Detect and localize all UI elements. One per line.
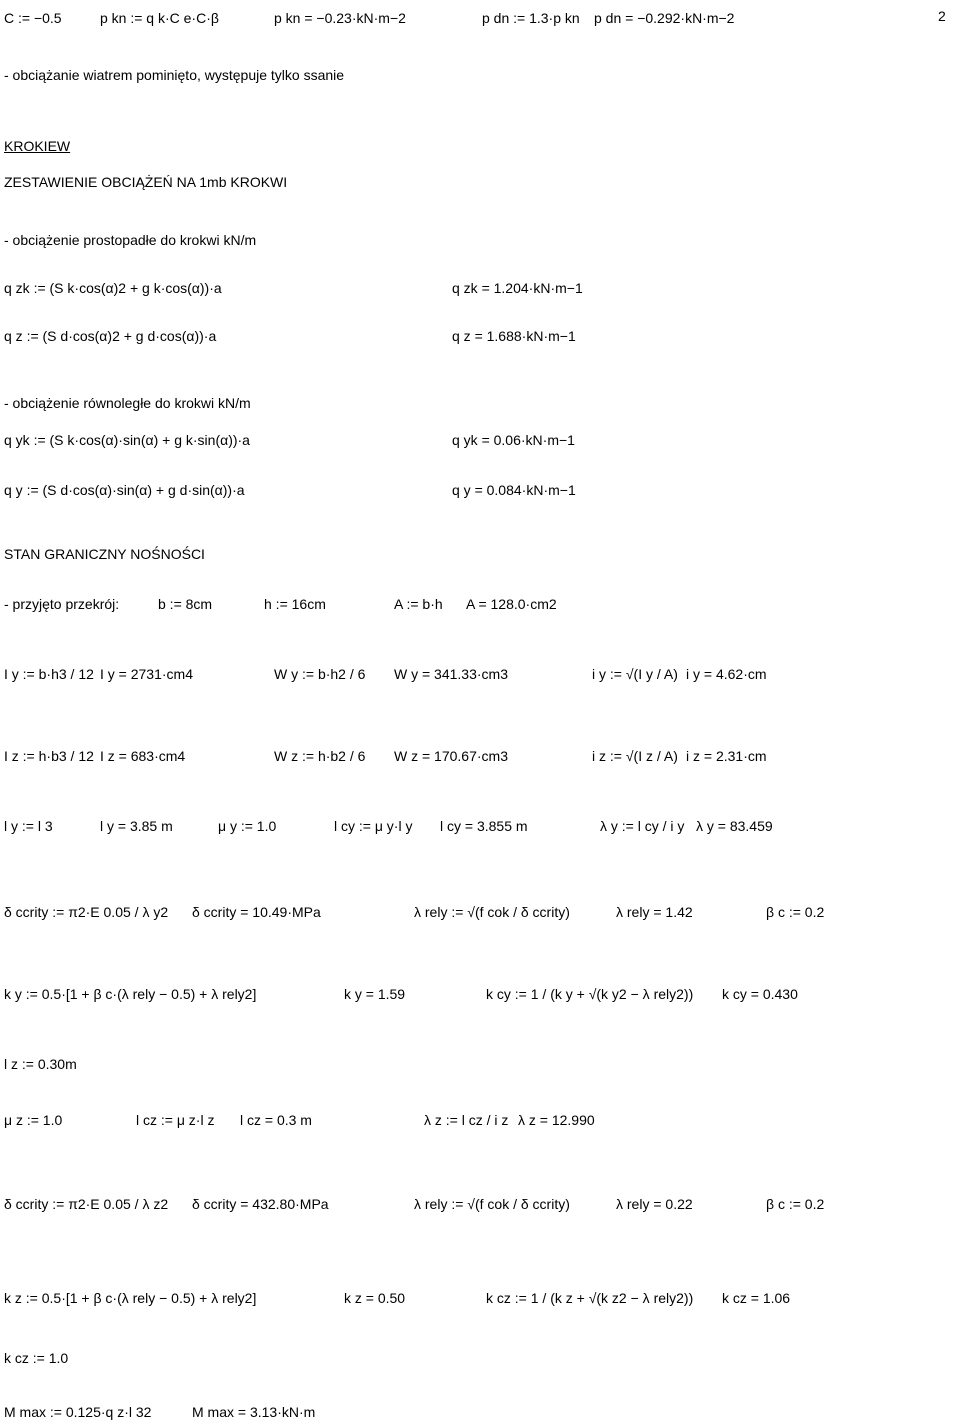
qy-definition: q y := (S d·cos(α)·sin(α) + g d·sin(α))·a [4, 482, 245, 498]
lambda-z-definition: λ z := l cz / i z [424, 1112, 509, 1128]
lcz-value: l cz = 0.3 m [240, 1112, 312, 1128]
beta-c-z: β c := 0.2 [766, 1196, 825, 1212]
dcrit-z-value: δ ccrity = 432.80·MPa [192, 1196, 329, 1212]
wy-value: W y = 341.33·cm3 [394, 666, 508, 682]
page-number: 2 [938, 8, 946, 24]
b-definition: b := 8cm [158, 596, 213, 612]
perpendicular-load-note: - obciążenie prostopadłe do krokwi kN/m [4, 232, 257, 248]
dcrit-y-value: δ ccrity = 10.49·MPa [192, 904, 321, 920]
wind-note: - obciążanie wiatrem pominięto, występuje tylko ssanie [4, 67, 345, 83]
kz-value: k z = 0.50 [344, 1290, 406, 1306]
rz-value: i z = 2.31·cm [686, 748, 767, 764]
ry-value: i y = 4.62·cm [686, 666, 767, 682]
lambda-z-value: λ z = 12.990 [518, 1112, 595, 1128]
kcy-definition: k cy := 1 / (k y + √(k y2 − λ rely2)) [486, 986, 694, 1002]
iy-definition: I y := b·h3 / 12 [4, 666, 94, 682]
kcy-value: k cy = 0.430 [722, 986, 798, 1002]
c-coefficient: C := −0.5 [4, 10, 62, 26]
load-summary-title: ZESTAWIENIE OBCIĄŻEŃ NA 1mb KROKWI [4, 174, 288, 190]
iz-value: I z = 683·cm4 [100, 748, 186, 764]
ly-value: l y = 3.85 m [100, 818, 173, 834]
qz-value: q z = 1.688·kN·m−1 [452, 328, 576, 344]
section-label: - przyjęto przekrój: [4, 596, 120, 612]
ry-definition: i y := √(I y / A) [592, 666, 678, 682]
beta-c-y: β c := 0.2 [766, 904, 825, 920]
qy-value: q y = 0.084·kN·m−1 [452, 482, 576, 498]
qzk-definition: q zk := (S k·cos(α)2 + g k·cos(α))·a [4, 280, 222, 296]
mu-y-definition: μ y := 1.0 [218, 818, 277, 834]
qz-definition: q z := (S d·cos(α)2 + g d·cos(α))·a [4, 328, 217, 344]
rz-definition: i z := √(I z / A) [592, 748, 678, 764]
lz-definition: l z := 0.30m [4, 1056, 77, 1072]
dcrit-z-definition: δ ccrity := π2·E 0.05 / λ z2 [4, 1196, 169, 1212]
rafter-title: KROKIEW [4, 138, 71, 154]
mmax-definition: M max := 0.125·q z·l 32 [4, 1404, 152, 1420]
h-definition: h := 16cm [264, 596, 326, 612]
pdn-value: p dn = −0.292·kN·m−2 [594, 10, 735, 26]
pdn-definition: p dn := 1.3·p kn [482, 10, 580, 26]
area-value: A = 128.0·cm2 [466, 596, 557, 612]
qyk-value: q yk = 0.06·kN·m−1 [452, 432, 575, 448]
ky-value: k y = 1.59 [344, 986, 406, 1002]
pkn-definition: p kn := q k·C e·C·β [100, 10, 219, 26]
lambda-rel-y-value: λ rely = 1.42 [616, 904, 693, 920]
kcz-definition: k cz := 1 / (k z + √(k z2 − λ rely2)) [486, 1290, 694, 1306]
iy-value: I y = 2731·cm4 [100, 666, 193, 682]
qzk-value: q zk = 1.204·kN·m−1 [452, 280, 583, 296]
kcz-value: k cz = 1.06 [722, 1290, 791, 1306]
uls-title: STAN GRANICZNY NOŚNOŚCI [4, 546, 205, 562]
mmax-value: M max = 3.13·kN·m [192, 1404, 316, 1420]
lcy-value: l cy = 3.855 m [440, 818, 528, 834]
lcz-definition: l cz := μ z·l z [136, 1112, 215, 1128]
mu-z-definition: μ z := 1.0 [4, 1112, 63, 1128]
lambda-rel-z-definition: λ rely := √(f cok / δ ccrity) [414, 1196, 570, 1212]
lambda-y-definition: λ y := l cy / i y [600, 818, 685, 834]
lcy-definition: l cy := μ y·l y [334, 818, 413, 834]
wz-value: W z = 170.67·cm3 [394, 748, 508, 764]
parallel-load-note: - obciążenie równoległe do krokwi kN/m [4, 395, 251, 411]
wy-definition: W y := b·h2 / 6 [274, 666, 366, 682]
lambda-rel-y-definition: λ rely := √(f cok / δ ccrity) [414, 904, 570, 920]
dcrit-y-definition: δ ccrity := π2·E 0.05 / λ y2 [4, 904, 169, 920]
lambda-y-value: λ y = 83.459 [696, 818, 773, 834]
area-definition: A := b·h [394, 596, 443, 612]
ky-definition: k y := 0.5·[1 + β c·(λ rely − 0.5) + λ rely2] [4, 986, 257, 1002]
ly-definition: l y := l 3 [4, 818, 53, 834]
lambda-rel-z-value: λ rely = 0.22 [616, 1196, 693, 1212]
wz-definition: W z := h·b2 / 6 [274, 748, 366, 764]
iz-definition: I z := h·b3 / 12 [4, 748, 94, 764]
kcz-set: k cz := 1.0 [4, 1350, 69, 1366]
pkn-value: p kn = −0.23·kN·m−2 [274, 10, 406, 26]
kz-definition: k z := 0.5·[1 + β c·(λ rely − 0.5) + λ rely2] [4, 1290, 257, 1306]
qyk-definition: q yk := (S k·cos(α)·sin(α) + g k·sin(α))·a [4, 432, 250, 448]
